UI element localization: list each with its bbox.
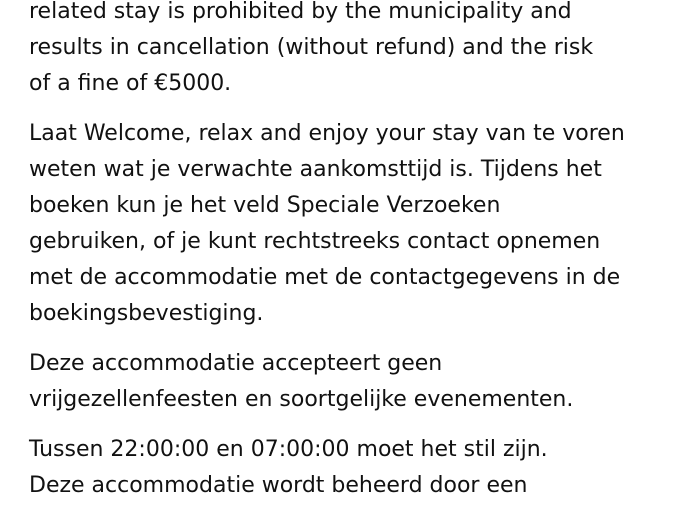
paragraph-no-parties — [29, 346, 679, 418]
text-line: Deze accommodatie wordt beheerd door een — [29, 473, 528, 498]
text-line: Laat Welcome, relax and enjoy your stay van te voren — [29, 121, 625, 146]
text-line: met de accommodatie met de contactgegevens in de — [29, 265, 621, 290]
text-line: results in cancellation (without refund) and the risk — [29, 35, 594, 60]
paragraph-party-prohibition — [29, 0, 679, 102]
text-line: gebruiken, of je kunt rechtstreeks contact opnemen — [29, 229, 601, 254]
text-line: of a fine of €5000. — [29, 71, 232, 96]
text-line: Tussen 22:00:00 en 07:00:00 moet het stil zijn. — [29, 437, 548, 462]
text-line: weten wat je verwachte aankomsttijd is. Tijdens het — [29, 157, 602, 182]
text-line: vrijgezellenfeesten en soortgelijke evenementen. — [29, 387, 574, 412]
text-line: boeken kun je het veld Speciale Verzoeken — [29, 193, 501, 218]
policy-text-body — [29, 0, 679, 518]
paragraph-quiet-hours — [29, 432, 679, 504]
paragraph-arrival-time — [29, 116, 679, 332]
text-line: Deze accommodatie accepteert geen — [29, 351, 443, 376]
text-line: related stay is prohibited by the municipality and — [29, 0, 572, 24]
text-line: boekingsbevestiging. — [29, 301, 264, 326]
